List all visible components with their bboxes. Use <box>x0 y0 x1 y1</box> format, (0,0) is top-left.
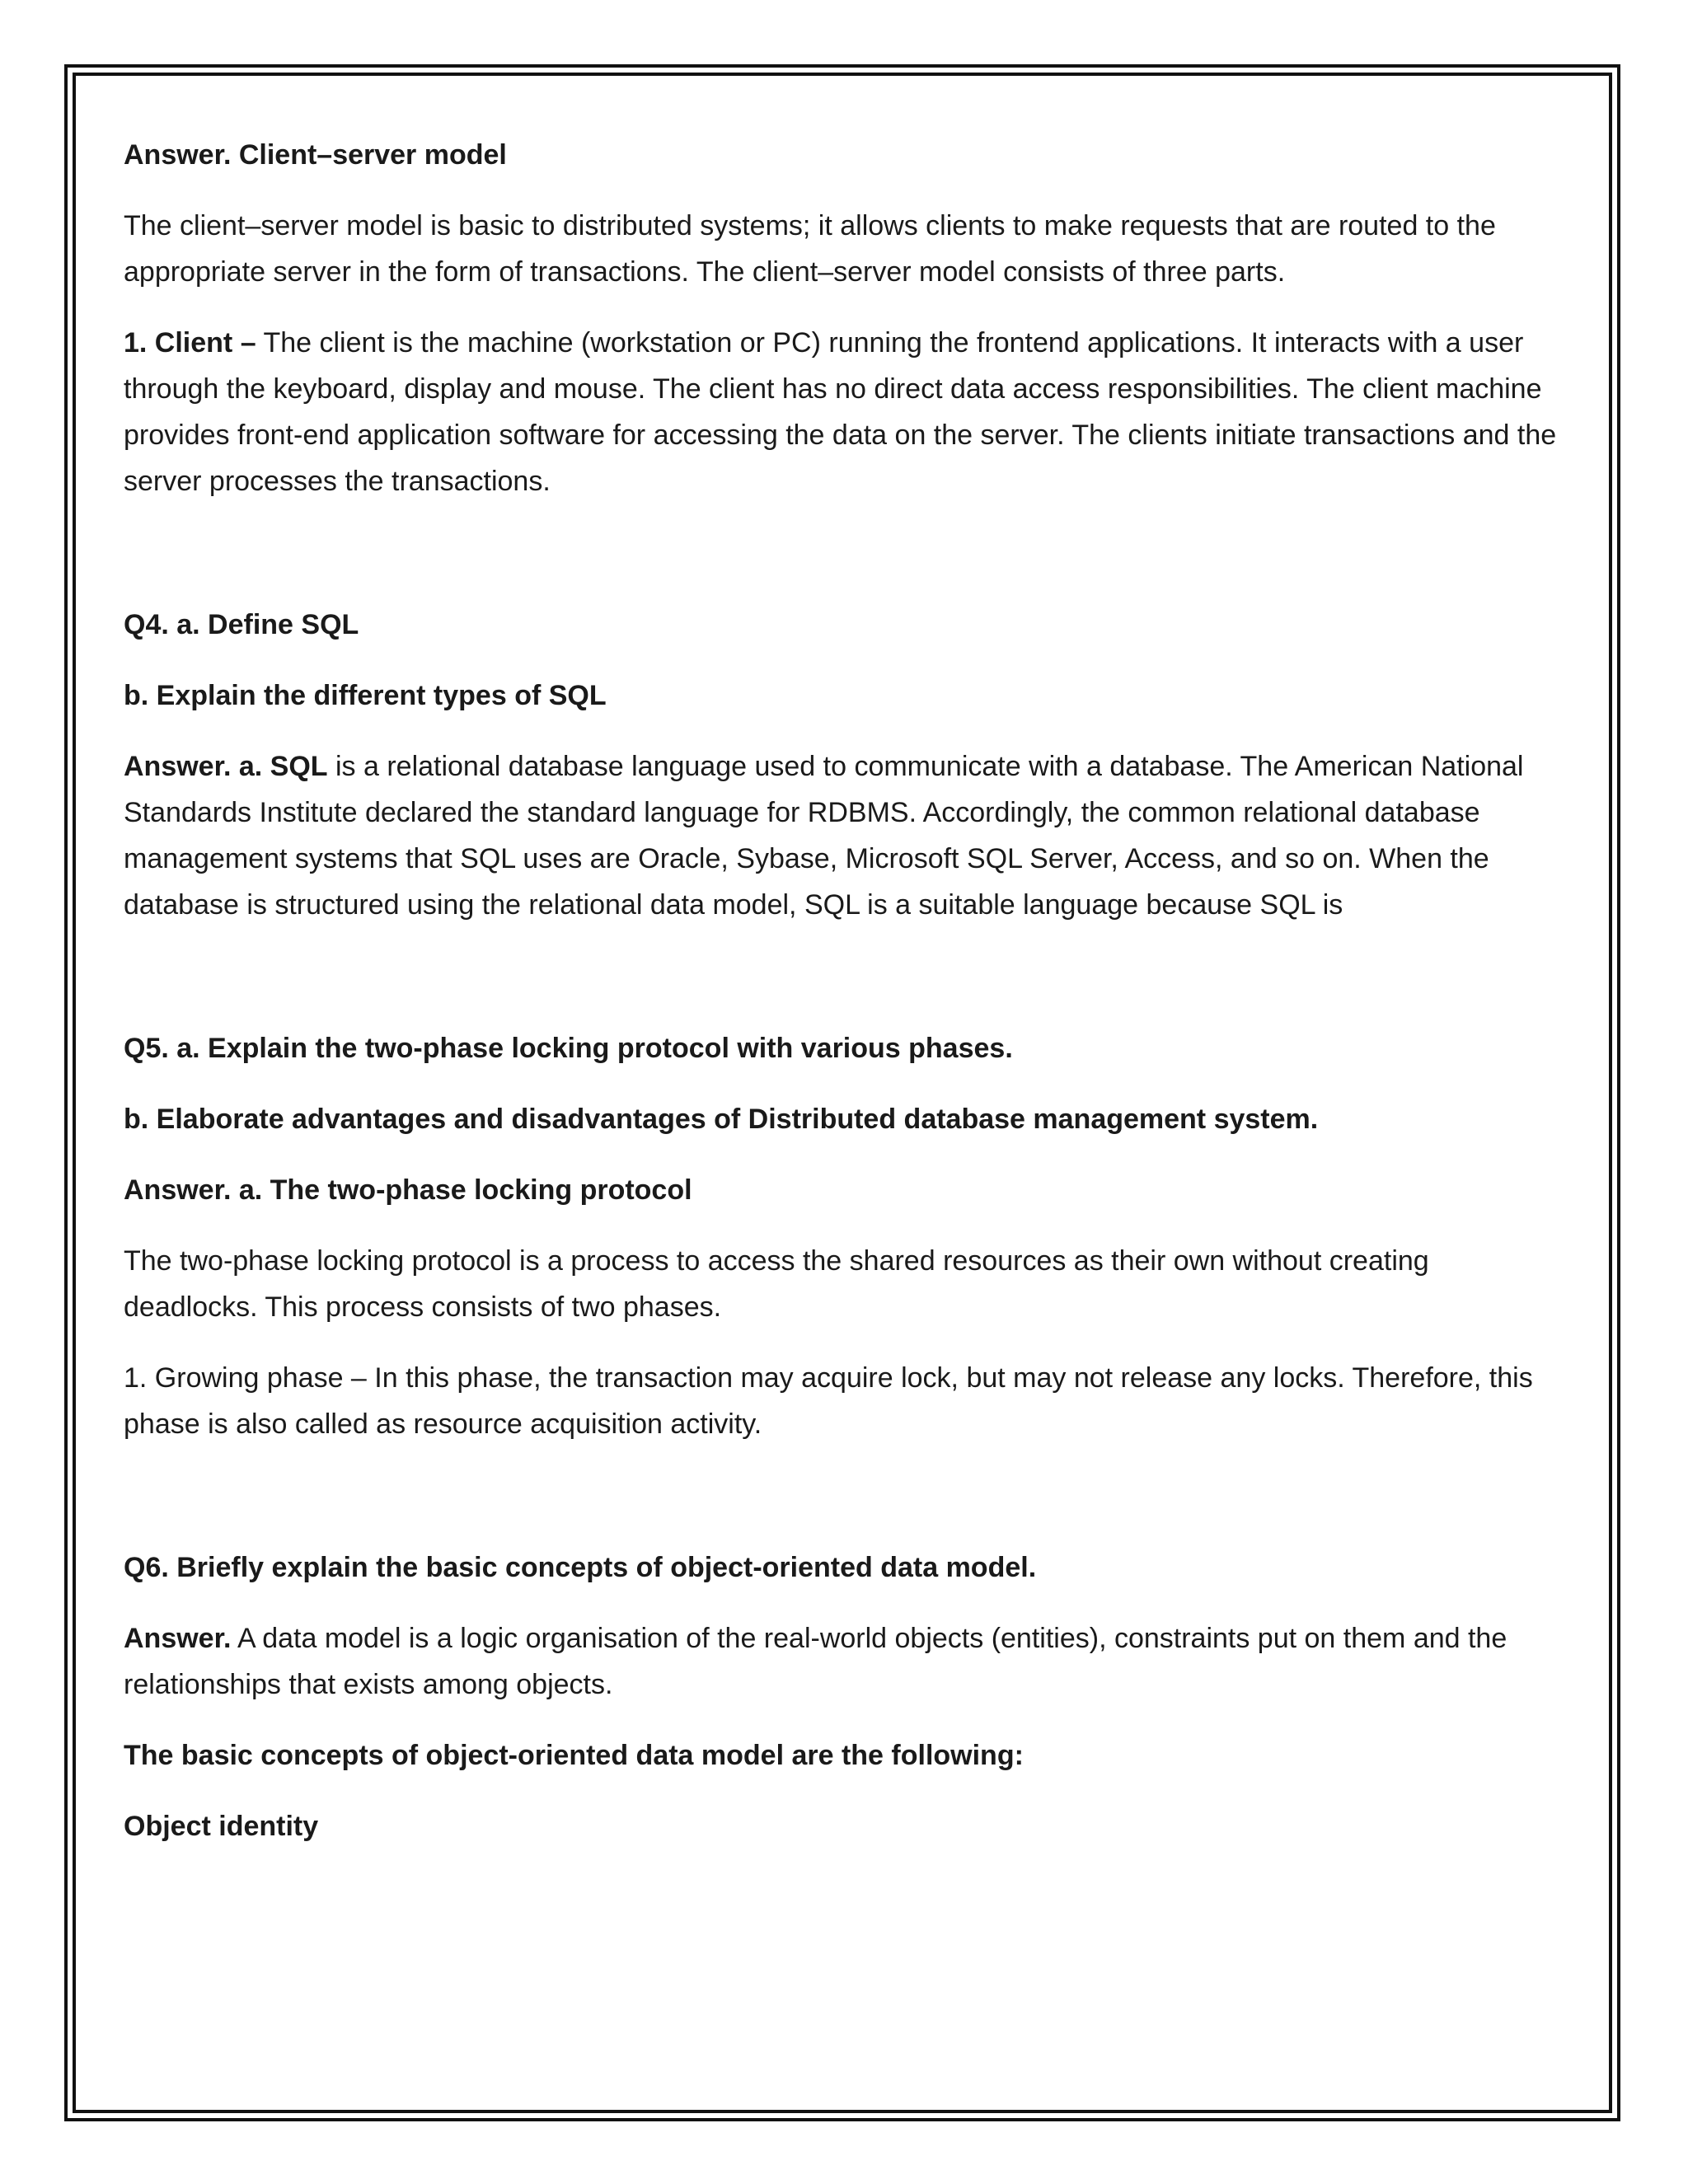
question-6: Q6. Briefly explain the basic concepts of object-oriented data model. <box>124 1552 1037 1583</box>
object-identity-subheading: Object identity <box>124 1811 319 1842</box>
concepts-heading: The basic concepts of object-oriented data model are the following: <box>124 1740 1024 1771</box>
client-server-intro: The client–server model is basic to distributed systems; it allows clients to make requests that are routed to the appropriate server in the form of transactions. The client–server model consists of three parts. <box>124 210 1496 288</box>
question-5b: b. Elaborate advantages and disadvantages of Distributed database management system. <box>124 1104 1319 1135</box>
answer-heading-client-server: Answer. Client–server model <box>124 139 507 171</box>
two-phase-intro: The two-phase locking protocol is a process to access the shared resources as their own without creating deadlocks. This process consists of two phases. <box>124 1245 1429 1323</box>
client-point <box>124 320 1558 504</box>
client-point-label: 1. Client – <box>124 327 256 359</box>
document-body <box>124 132 1558 1849</box>
answer-4a-text: is a relational database language used to communicate with a database. The American National Standards Institute declared the standard language for RDBMS. Accordingly, the common relational database management systems that SQL uses are Oracle, Sybase, Microsoft SQL Server, Access, and so on. When the database is structured using the relational data model, SQL is a suitable language because SQL is <box>124 751 1524 921</box>
answer-4a-label: Answer. a. SQL <box>124 751 328 782</box>
answer-6 <box>124 1615 1558 1708</box>
answer-6-text: A data model is a logic organisation of the real-world objects (entities), constraints put on them and the relationships that exists among objects. <box>124 1623 1507 1700</box>
growing-phase-point: 1. Growing phase – In this phase, the transaction may acquire lock, but may not release any locks. Therefore, this phase is also called as resource acquisition activity. <box>124 1362 1533 1440</box>
answer-6-label: Answer. <box>124 1623 232 1654</box>
client-point-text: The client is the machine (workstation or PC) running the frontend applications. It interacts with a user through the keyboard, display and mouse. The client has no direct data access responsibilities. The client machine provides front-end application software for accessing the data on the server. The clients initiate transactions and the server processes the transactions. <box>124 327 1557 497</box>
question-5a: Q5. a. Explain the two-phase locking protocol with various phases. <box>124 1033 1013 1064</box>
question-4a: Q4. a. Define SQL <box>124 609 359 640</box>
answer-heading-two-phase: Answer. a. The two-phase locking protocol <box>124 1174 692 1206</box>
question-4b: b. Explain the different types of SQL <box>124 680 607 711</box>
answer-4a <box>124 743 1558 928</box>
